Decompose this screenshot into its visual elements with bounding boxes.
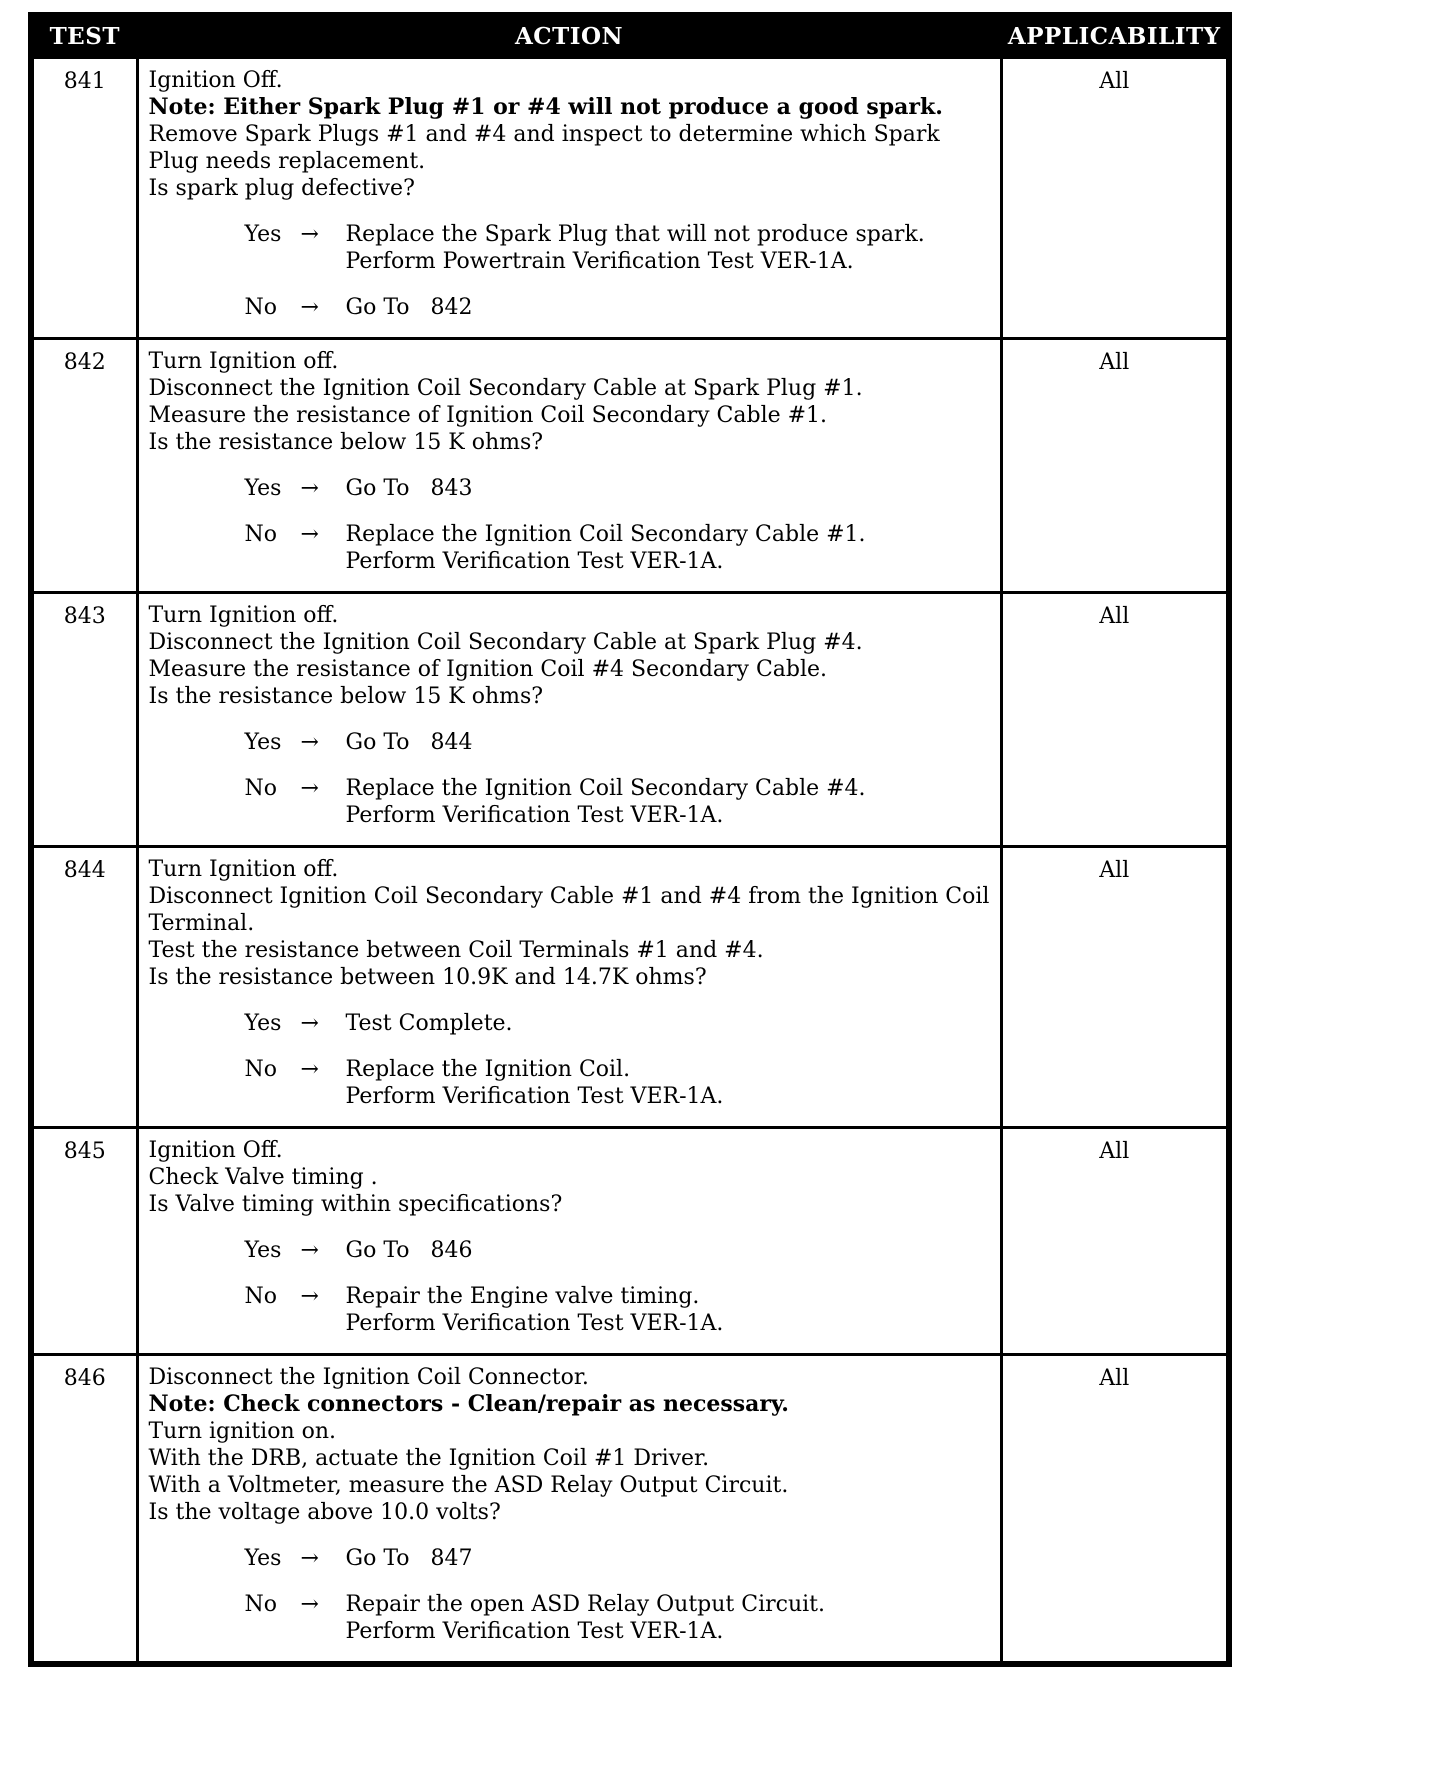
result-line: Repair the open ASD Relay Output Circuit. [345, 1592, 825, 1617]
decision-row [149, 1283, 990, 1337]
action-lines [149, 348, 990, 456]
result-line: Perform Powertrain Verification Test VER-1A. [345, 249, 854, 274]
decision-result [346, 1056, 990, 1110]
action-line: Test the resistance between Coil Terminals #1 and #4. [148, 938, 764, 963]
result-line: Go To 842 [345, 295, 473, 320]
result-line: Perform Verification Test VER-1A. [345, 549, 724, 574]
table-row [31, 1128, 1229, 1355]
header-applicability: APPLICABILITY [1001, 15, 1229, 58]
action-line: Is the resistance below 15 K ohms? [148, 684, 544, 709]
arrow-icon: → [300, 1057, 319, 1082]
table-row [31, 1355, 1229, 1665]
action-line: Turn Ignition off. [148, 603, 339, 628]
action-lines [149, 1137, 990, 1218]
arrow-icon: → [300, 1546, 319, 1571]
arrow-icon: → [300, 295, 319, 320]
test-number: 844 [31, 847, 137, 1128]
result-line: Replace the Ignition Coil. [345, 1057, 631, 1082]
action-cell [137, 847, 1001, 1128]
arrow-icon: → [300, 476, 319, 501]
decision-result [346, 729, 990, 756]
decision-row [149, 221, 990, 275]
decision-row [149, 294, 990, 321]
header-test: TEST [31, 15, 137, 58]
decision-answer: No [244, 1284, 277, 1309]
diagnostic-table [28, 12, 1232, 1667]
decision-list [149, 221, 990, 321]
action-line: Is the resistance below 15 K ohms? [148, 430, 544, 455]
note-line: Note: Check connectors - Clean/repair as necessary. [148, 1391, 789, 1417]
result-line: Repair the Engine valve timing. [345, 1284, 700, 1309]
table-body [31, 58, 1229, 1665]
decision-result [346, 1010, 990, 1037]
decision-result [346, 475, 990, 502]
decision-answer: No [244, 522, 277, 547]
applicability-value: All [1001, 58, 1229, 339]
result-line: Replace the Ignition Coil Secondary Cable #1. [345, 522, 866, 547]
action-line: Remove Spark Plugs #1 and #4 and inspect to determine which Spark Plug needs replacement. [148, 122, 940, 174]
decision-answer: Yes [244, 476, 282, 501]
result-line: Go To 846 [345, 1238, 473, 1263]
action-line: Ignition Off. [148, 68, 283, 93]
applicability-value: All [1001, 339, 1229, 593]
arrow-icon: → [300, 776, 319, 801]
table-row [31, 593, 1229, 847]
action-cell [137, 58, 1001, 339]
decision-result [346, 221, 990, 275]
result-line: Perform Verification Test VER-1A. [345, 1311, 724, 1336]
decision-answer: Yes [244, 222, 282, 247]
action-cell [137, 1128, 1001, 1355]
result-line: Perform Verification Test VER-1A. [345, 1084, 724, 1109]
decision-answer: No [244, 1592, 277, 1617]
action-line: With the DRB, actuate the Ignition Coil #1 Driver. [148, 1446, 710, 1471]
action-line: Disconnect Ignition Coil Secondary Cable #1 and #4 from the Ignition Coil Terminal. [148, 884, 990, 936]
table-row [31, 58, 1229, 339]
decision-list [149, 1010, 990, 1110]
result-line: Perform Verification Test VER-1A. [345, 1619, 724, 1644]
applicability-value: All [1001, 1355, 1229, 1665]
note-line: Note: Either Spark Plug #1 or #4 will not produce a good spark. [148, 94, 943, 120]
result-line: Replace the Ignition Coil Secondary Cable #4. [345, 776, 866, 801]
decision-list [149, 1237, 990, 1337]
decision-row [149, 1056, 990, 1110]
decision-list [149, 475, 990, 575]
decision-result [346, 1237, 990, 1264]
action-cell [137, 339, 1001, 593]
decision-row [149, 521, 990, 575]
header-action: ACTION [137, 15, 1001, 58]
decision-result [346, 775, 990, 829]
action-line: Is spark plug defective? [148, 176, 415, 201]
result-line: Go To 843 [345, 476, 473, 501]
action-line: Ignition Off. [148, 1138, 283, 1163]
decision-row [149, 729, 990, 756]
action-cell [137, 1355, 1001, 1665]
decision-row [149, 1237, 990, 1264]
action-line: With a Voltmeter, measure the ASD Relay Output Circuit. [148, 1473, 789, 1498]
action-line: Turn ignition on. [148, 1419, 337, 1444]
decision-row [149, 1010, 990, 1037]
action-line: Is Valve timing within specifications? [148, 1192, 563, 1217]
decision-result [346, 1545, 990, 1572]
action-line: Disconnect the Ignition Coil Connector. [148, 1365, 589, 1390]
action-lines [149, 67, 990, 202]
decision-answer: No [244, 295, 277, 320]
action-line: Turn Ignition off. [148, 349, 339, 374]
table-row [31, 339, 1229, 593]
decision-result [346, 1591, 990, 1645]
test-number: 846 [31, 1355, 137, 1665]
action-line: Check Valve timing . [148, 1165, 378, 1190]
action-line: Is the voltage above 10.0 volts? [148, 1500, 501, 1525]
action-cell [137, 593, 1001, 847]
applicability-value: All [1001, 593, 1229, 847]
arrow-icon: → [300, 1238, 319, 1263]
action-line: Disconnect the Ignition Coil Secondary Cable at Spark Plug #4. [148, 630, 863, 655]
result-line: Perform Verification Test VER-1A. [345, 803, 724, 828]
decision-row [149, 1545, 990, 1572]
decision-answer: No [244, 1057, 277, 1082]
action-lines [149, 1364, 990, 1526]
decision-answer: Yes [244, 730, 282, 755]
arrow-icon: → [300, 222, 319, 247]
action-line: Disconnect the Ignition Coil Secondary Cable at Spark Plug #1. [148, 376, 863, 401]
applicability-value: All [1001, 847, 1229, 1128]
decision-list [149, 1545, 990, 1645]
test-number: 843 [31, 593, 137, 847]
decision-row [149, 1591, 990, 1645]
result-line: Replace the Spark Plug that will not produce spark. [345, 222, 925, 247]
decision-row [149, 775, 990, 829]
action-lines [149, 602, 990, 710]
decision-result [346, 294, 990, 321]
arrow-icon: → [300, 522, 319, 547]
action-lines [149, 856, 990, 991]
action-line: Measure the resistance of Ignition Coil #4 Secondary Cable. [148, 657, 828, 682]
applicability-value: All [1001, 1128, 1229, 1355]
decision-result [346, 521, 990, 575]
result-line: Go To 847 [345, 1546, 473, 1571]
action-line: Measure the resistance of Ignition Coil Secondary Cable #1. [148, 403, 828, 428]
decision-answer: Yes [244, 1546, 282, 1571]
table-header [31, 15, 1229, 58]
decision-list [149, 729, 990, 829]
test-number: 842 [31, 339, 137, 593]
header-row [31, 15, 1229, 58]
action-line: Turn Ignition off. [148, 857, 339, 882]
arrow-icon: → [300, 730, 319, 755]
result-line: Go To 844 [345, 730, 473, 755]
decision-result [346, 1283, 990, 1337]
result-line: Test Complete. [345, 1011, 513, 1036]
arrow-icon: → [300, 1592, 319, 1617]
table-row [31, 847, 1229, 1128]
action-line: Is the resistance between 10.9K and 14.7K ohms? [148, 965, 707, 990]
arrow-icon: → [300, 1011, 319, 1036]
test-number: 845 [31, 1128, 137, 1355]
arrow-icon: → [300, 1284, 319, 1309]
decision-answer: No [244, 776, 277, 801]
decision-answer: Yes [244, 1011, 282, 1036]
decision-answer: Yes [244, 1238, 282, 1263]
decision-row [149, 475, 990, 502]
test-number: 841 [31, 58, 137, 339]
